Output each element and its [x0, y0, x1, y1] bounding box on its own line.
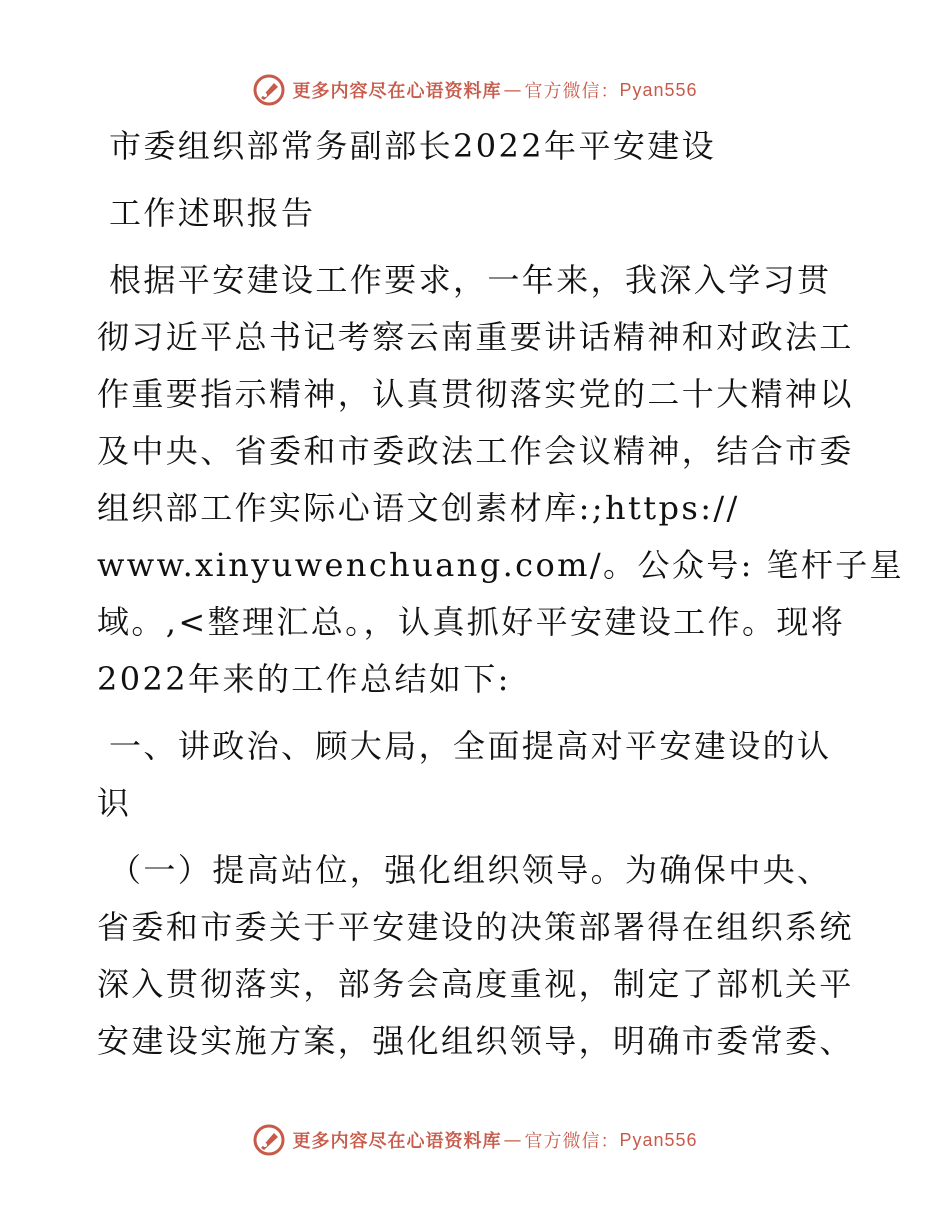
paragraph-line: 组织部工作实际心语文创素材库:;https://	[97, 489, 740, 527]
watermark-header	[0, 70, 950, 110]
watermark-main-text: 更多内容尽在心语资料库	[292, 1131, 502, 1152]
pen-nib-icon	[252, 1123, 286, 1157]
paragraph-line: 彻习近平总书记考察云南重要讲话精神和对政法工	[97, 318, 854, 356]
watermark-footer	[0, 1120, 950, 1160]
section-heading-line: 一、讲政治、顾大局，全面提高对平安建设的认	[109, 727, 832, 765]
watermark-label: 官方微信：	[524, 81, 620, 102]
watermark-separator: —	[503, 79, 523, 101]
section-heading-line: 识	[97, 784, 132, 822]
paragraph-line: 安建设实施方案，强化组织领导，明确市委常委、	[97, 1022, 854, 1060]
watermark-separator: —	[503, 1129, 523, 1151]
paragraph-line: 作重要指示精神，认真贯彻落实党的二十大精神以	[97, 375, 854, 413]
paragraph-line: 根据平安建设工作要求，一年来，我深入学习贯	[109, 261, 832, 299]
pen-nib-icon	[252, 73, 286, 107]
watermark-id: Pyan556	[619, 79, 698, 100]
paragraph-line: 省委和市委关于平安建设的决策部署得在组织系统	[97, 908, 854, 946]
paragraph-line: 及中央、省委和市委政法工作会议精神，结合市委	[97, 432, 854, 470]
document-body	[97, 118, 905, 1070]
paragraph-line: www.xinyuwenchuang.com/。公众号: 笔杆子星	[97, 546, 905, 584]
watermark-main-text: 更多内容尽在心语资料库	[292, 81, 502, 102]
paragraph-line: 深入贯彻落实，部务会高度重视，制定了部机关平	[97, 965, 854, 1003]
paragraph-line: （一）提高站位，强化组织领导。为确保中央、	[109, 851, 832, 889]
title-line: 工作述职报告	[109, 194, 316, 232]
watermark-id: Pyan556	[619, 1129, 698, 1150]
paragraph-line: 域。,<整理汇总。，认真抓好平安建设工作。现将	[97, 603, 846, 641]
watermark-label: 官方微信：	[524, 1131, 620, 1152]
title-line: 市委组织部常务副部长2022年平安建设	[109, 127, 717, 165]
paragraph-line: 2022年来的工作总结如下:	[97, 660, 511, 698]
